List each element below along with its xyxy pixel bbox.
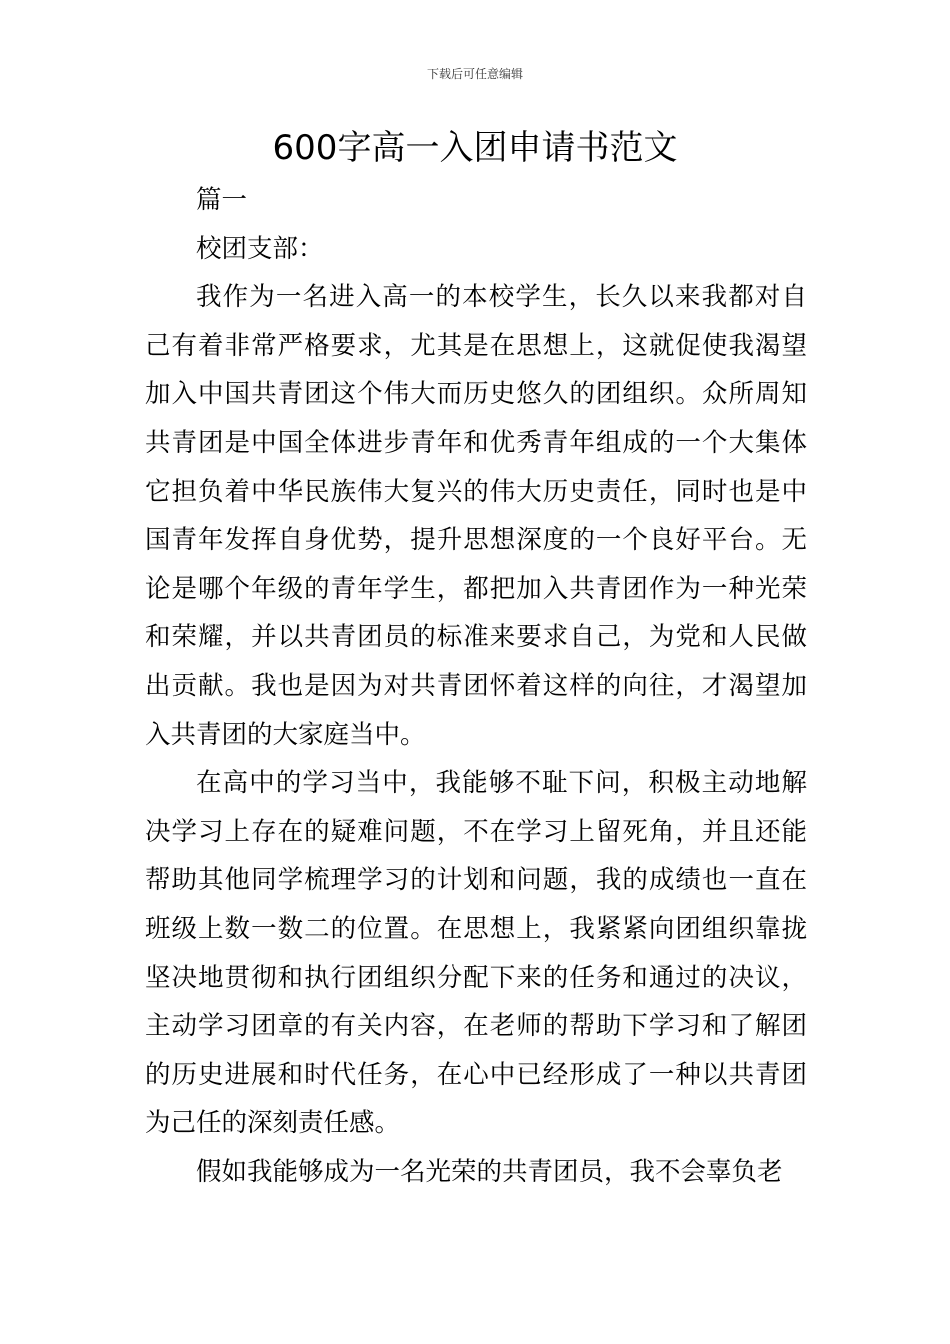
section-label: 篇一: [196, 185, 248, 215]
paragraph-3: 假如我能够成为一名光荣的共青团员，我不会辜负老: [196, 1156, 783, 1187]
salutation: 校团支部：: [196, 233, 324, 264]
paragraph-2: 在高中的学习当中，我能够不耻下问，积极主动地解决学习上存在的疑难问题，不在学习上留死角，并且还能帮助其他同学梳理学习的计划和问题，我的成绩也一直在班级上数一数二的位置。在思想上，我紧紧向团组织靠拢坚决地贯彻和执行团组织分配下来的任务和通过的决议，主动学习团章的有关内容，在老师的帮助下学习和了解团的历史进展和时代任务，在心中已经形成了一种以共青团为己任的深刻责任感。: [145, 768, 807, 1139]
paragraph-1: 我作为一名进入高一的本校学生，长久以来我都对自己有着非常严格要求，尤其是在思想上，这就促使我渴望加入中国共青团这个伟大而历史悠久的团组织。众所周知共青团是中国全体进步青年和优秀青年组成的一个大集体它担负着中华民族伟大复兴的伟大历史责任，同时也是中国青年发挥自身优势，提升思想深度的一个良好平台。无论是哪个年级的青年学生，都把加入共青团作为一种光荣和荣耀，并以共青团员的标准来要求自己，为党和人民做出贡献。我也是因为对共青团怀着这样的向往，才渴望加入共青团的大家庭当中。: [145, 282, 807, 750]
document-body: [145, 176, 807, 1196]
header-note: 下载后可任意编辑: [426, 67, 523, 81]
document-title: 600字高一入团申请书范文: [272, 128, 678, 168]
